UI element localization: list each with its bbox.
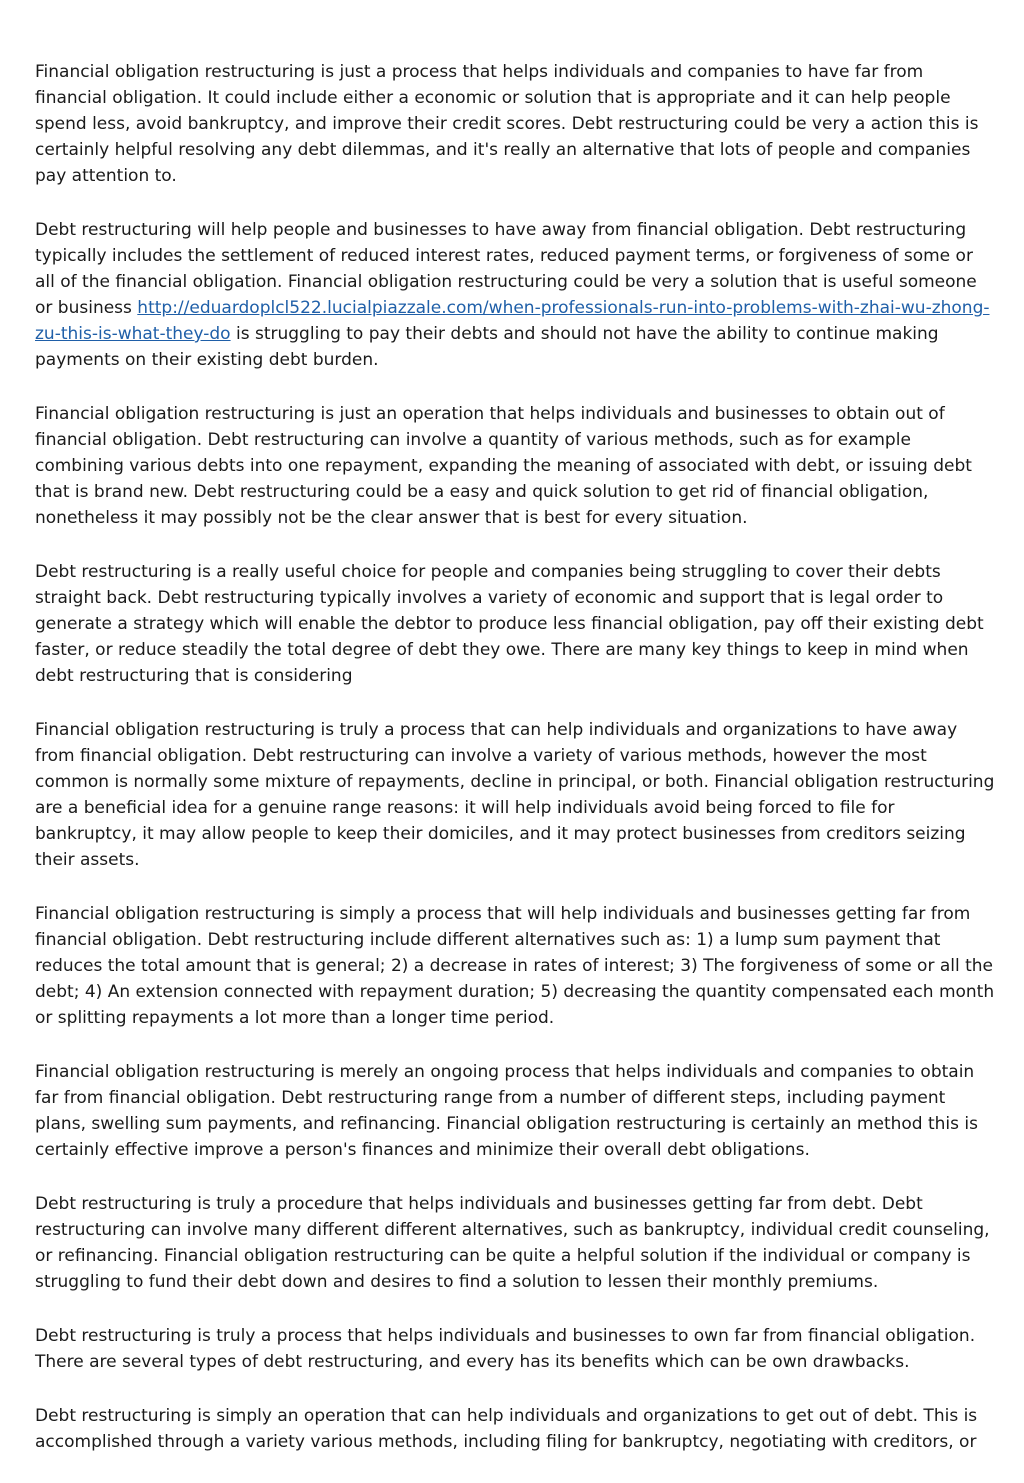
document-body — [35, 59, 997, 1483]
article-link[interactable]: http://eduardoplcl522.lucialpiazzale.com/when-professionals-run-into-problems-with-zhai-wu-zhong-zu-this-is-what-they-do — [35, 298, 990, 344]
paragraph-5: Financial obligation restructuring is truly a process that can help individuals and organizations to have away from financial obligation. Debt restructuring can involve a variety of various methods, however the most common is normally some mixture of repayments, decline in principal, or both. Financial obligation restructuring are a beneficial idea for a genuine range reasons: it will help individuals avoid being forced to file for bankruptcy, it may allow people to keep their domiciles, and it may protect businesses from creditors seizing their assets. — [35, 720, 995, 870]
paragraph-6: Financial obligation restructuring is simply a process that will help individuals and businesses getting far from financial obligation. Debt restructuring include different alternatives such as: 1) a lump sum payment that reduces the total amount that is general; 2) a decrease in rates of interest; 3) The forgiveness of some or all the debt; 4) An extension connected with repayment duration; 5) decreasing the quantity compensated each month or splitting repayments a lot more than a longer time period. — [35, 904, 995, 1028]
paragraph-2 — [35, 217, 997, 373]
paragraph-9: Debt restructuring is truly a process that helps individuals and businesses to own far from financial obligation. There are several types of debt restructuring, and every has its benefits which can be own drawbacks. — [35, 1326, 976, 1372]
paragraph-10: Debt restructuring is simply an operation that can help individuals and organizations to get out of debt. This is accomplished through a variety various methods, including filing for bankruptcy, negotiating with creditors, or — [35, 1406, 978, 1452]
paragraph-3: Financial obligation restructuring is just an operation that helps individuals and businesses to obtain out of financial obligation. Debt restructuring can involve a quantity of various methods, such as for example combining various debts into one repayment, expanding the meaning of associated with debt, or issuing debt that is brand new. Debt restructuring could be a easy and quick solution to get rid of financial obligation, nonetheless it may possibly not be the clear answer that is best for every situation. — [35, 404, 972, 528]
paragraph-2-text-before: Debt restructuring will help people and businesses to have away from financial obligation. Debt restructuring typically includes the settlement of reduced interest rates, reduced payment terms, or forgiveness of some or all of the financial obligation. Financial obligation restructuring could be very a solution that is useful someone or business — [35, 220, 977, 318]
paragraph-4: Debt restructuring is a really useful choice for people and companies being struggling to cover their debts straight back. Debt restructuring typically involves a variety of economic and support that is legal order to generate a strategy which will enable the debtor to produce less financial obligation, pay off their existing debt faster, or reduce steadily the total degree of debt they owe. There are many key things to keep in mind when debt restructuring that is considering — [35, 562, 984, 686]
paragraph-1: Financial obligation restructuring is just a process that helps individuals and companies to have far from financial obligation. It could include either a economic or solution that is appropriate and it can help people spend less, avoid bankruptcy, and improve their credit scores. Debt restructuring could be very a action this is certainly helpful resolving any debt dilemmas, and it's really an alternative that lots of people and companies pay attention to. — [35, 62, 979, 186]
paragraph-7: Financial obligation restructuring is merely an ongoing process that helps individuals and companies to obtain far from financial obligation. Debt restructuring range from a number of different steps, including payment plans, swelling sum payments, and refinancing. Financial obligation restructuring is certainly an method this is certainly effective improve a person's finances and minimize their overall debt obligations. — [35, 1062, 978, 1160]
paragraph-2-text-after: is struggling to pay their debts and should not have the ability to continue making payments on their existing debt burden. — [35, 324, 939, 370]
paragraph-8: Debt restructuring is truly a procedure that helps individuals and businesses getting far from debt. Debt restructuring can involve many different different alternatives, such as bankruptcy, individual credit counseling, or refinancing. Financial obligation restructuring can be quite a helpful solution if the individual or company is struggling to fund their debt down and desires to find a solution to lessen their monthly premiums. — [35, 1194, 990, 1292]
